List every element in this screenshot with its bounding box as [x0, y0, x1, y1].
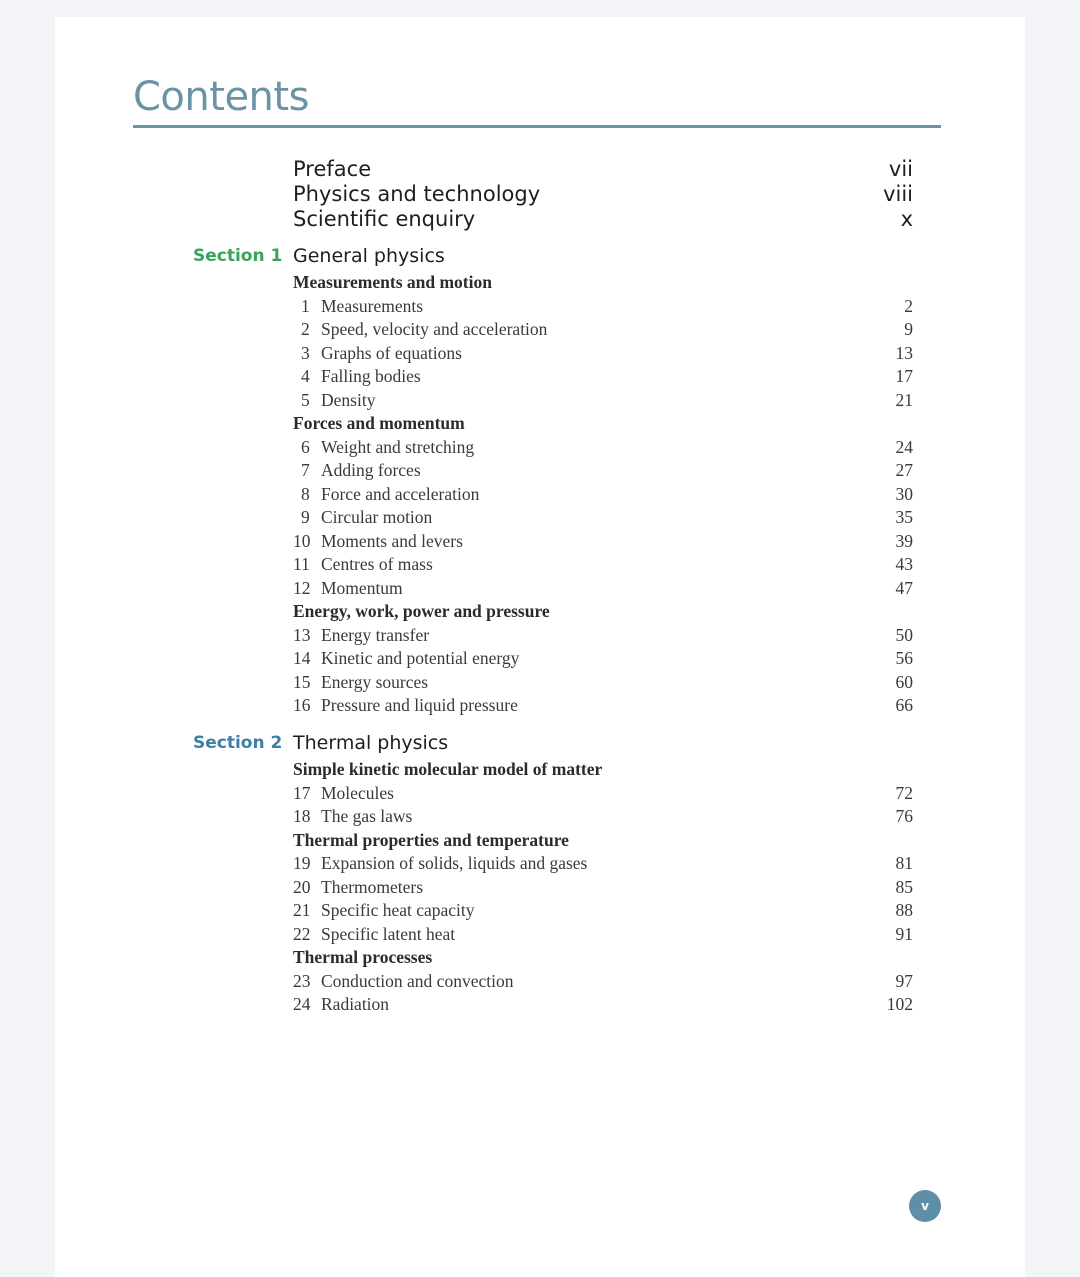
chapter-entry[interactable]	[293, 482, 913, 506]
chapter-name: Force and acceleration	[321, 483, 480, 504]
chapter-number: 8	[301, 483, 310, 504]
chapter-title	[293, 851, 587, 875]
page-number: 21	[895, 389, 913, 410]
subsection-heading	[293, 828, 913, 852]
chapter-number: 24	[293, 994, 311, 1014]
page-number: 76	[895, 806, 913, 826]
page-number: 81	[895, 853, 913, 873]
chapter-entry[interactable]	[293, 646, 913, 670]
chapter-title	[293, 969, 513, 993]
page-number: 27	[895, 460, 913, 480]
page-number: 88	[895, 900, 913, 920]
subsection-heading	[293, 757, 913, 781]
page-number: 102	[886, 994, 913, 1014]
chapter-name: Kinetic and potential energy	[321, 648, 520, 668]
chapter-name: Moments and levers	[321, 530, 463, 551]
chapter-entry[interactable]	[293, 317, 913, 341]
chapter-entry[interactable]	[293, 529, 913, 553]
subsection-heading	[293, 411, 913, 435]
section-title	[293, 731, 913, 755]
page-number: 66	[895, 695, 913, 715]
section-title-title: Thermal physics	[293, 732, 449, 754]
chapter-entry[interactable]	[293, 458, 913, 482]
section-title-title: General physics	[293, 245, 445, 267]
chapter-name: Thermometers	[321, 876, 424, 897]
chapter-entry[interactable]	[293, 364, 913, 388]
subsection-heading-title: Thermal properties and temperature	[293, 829, 569, 850]
chapter-entry[interactable]	[293, 435, 913, 459]
page-number: 30	[895, 483, 913, 504]
chapter-title	[293, 623, 429, 647]
chapter-number: 14	[293, 648, 311, 668]
chapter-title	[293, 992, 389, 1016]
chapter-name: Graphs of equations	[321, 342, 462, 363]
chapter-title	[293, 435, 474, 459]
chapter-title	[293, 875, 423, 899]
chapter-number: 9	[301, 507, 310, 527]
front-matter-item-title: Physics and technology	[293, 182, 541, 206]
chapter-name: Momentum	[321, 577, 403, 598]
page-number: 72	[895, 782, 913, 803]
front-matter-item-title: Preface	[293, 157, 372, 181]
section-title	[293, 244, 913, 268]
chapter-title	[293, 804, 412, 828]
chapter-title	[293, 922, 455, 946]
chapter-number: 1	[301, 295, 310, 316]
title-underline	[133, 125, 941, 128]
page-title: Contents	[133, 74, 309, 120]
chapter-name: Specific heat capacity	[321, 900, 475, 920]
chapter-entry[interactable]	[293, 294, 913, 318]
chapter-name: Speed, velocity and acceleration	[321, 319, 548, 339]
chapter-name: Pressure and liquid pressure	[321, 695, 518, 715]
chapter-title	[293, 505, 432, 529]
chapter-entry[interactable]	[293, 505, 913, 529]
page-number: 24	[895, 436, 913, 457]
page-number: 2	[904, 295, 913, 316]
chapter-number: 19	[293, 853, 311, 873]
chapter-name: Energy transfer	[321, 624, 430, 645]
chapter-entry[interactable]	[293, 898, 913, 922]
chapter-number: 18	[293, 806, 311, 826]
subsection-heading-title: Simple kinetic molecular model of matter	[293, 759, 603, 779]
chapter-title	[293, 646, 519, 670]
chapter-title	[293, 388, 375, 412]
chapter-number: 21	[293, 900, 311, 920]
chapter-number: 22	[293, 923, 311, 944]
scroll-down-button[interactable]	[909, 1190, 941, 1222]
chapter-number: 6	[301, 436, 310, 457]
chapter-entry[interactable]	[293, 388, 913, 412]
chapter-title	[293, 781, 394, 805]
front-matter-item-title: Scientific enquiry	[293, 207, 476, 231]
chapter-title	[293, 482, 479, 506]
chapter-entry[interactable]	[293, 623, 913, 647]
page-number: 9	[904, 319, 913, 339]
chapter-name: Energy sources	[321, 671, 429, 692]
page-number: 13	[895, 342, 913, 363]
chapter-name: Centres of mass	[321, 554, 433, 574]
chapter-name: Conduction and convection	[321, 970, 514, 991]
chapter-number: 2	[301, 319, 310, 339]
page-number: 50	[895, 624, 913, 645]
front-matter-item[interactable]	[293, 207, 913, 231]
chapter-number: 5	[301, 389, 310, 410]
chapter-number: 7	[301, 460, 310, 480]
chapter-name: Falling bodies	[321, 366, 421, 386]
chapter-entry[interactable]	[293, 781, 913, 805]
chapter-entry[interactable]	[293, 969, 913, 993]
chapter-title	[293, 552, 433, 576]
chapter-number: 23	[293, 970, 311, 991]
page-number: 47	[895, 577, 913, 598]
page-number: 91	[895, 923, 913, 944]
chapter-entry[interactable]	[293, 875, 913, 899]
chapter-title	[293, 458, 421, 482]
chevron-down-icon: v	[921, 1199, 929, 1213]
chapter-name: Density	[321, 389, 376, 410]
chapter-number: 12	[293, 577, 311, 598]
page-number: 97	[895, 970, 913, 991]
page-number: 39	[895, 530, 913, 551]
subsection-heading-title: Thermal processes	[293, 947, 433, 967]
chapter-name: Radiation	[321, 994, 390, 1014]
chapter-number: 13	[293, 624, 311, 645]
section-label: Section 2	[193, 733, 283, 753]
chapter-number: 11	[293, 554, 310, 574]
chapter-title	[293, 670, 428, 694]
chapter-name: Expansion of solids, liquids and gases	[321, 853, 588, 873]
page-number: 43	[895, 554, 913, 574]
chapter-number: 15	[293, 671, 311, 692]
chapter-entry[interactable]	[293, 341, 913, 365]
chapter-entry[interactable]	[293, 992, 913, 1016]
chapter-entry[interactable]	[293, 851, 913, 875]
chapter-entry[interactable]	[293, 670, 913, 694]
chapter-name: Adding forces	[321, 460, 421, 480]
chapter-title	[293, 294, 423, 318]
chapter-name: Specific latent heat	[321, 923, 456, 944]
chapter-name: Circular motion	[321, 507, 433, 527]
chapter-entry[interactable]	[293, 576, 913, 600]
page-number: 56	[895, 648, 913, 668]
chapter-number: 20	[293, 876, 311, 897]
chapter-title	[293, 364, 421, 388]
chapter-entry[interactable]	[293, 922, 913, 946]
subsection-heading	[293, 599, 913, 623]
subsection-heading-title: Energy, work, power and pressure	[293, 601, 550, 621]
chapter-number: 3	[301, 342, 310, 363]
chapter-number: 17	[293, 782, 311, 803]
subsection-heading-title: Forces and momentum	[293, 413, 465, 433]
subsection-heading	[293, 270, 913, 294]
chapter-name: Weight and stretching	[321, 436, 475, 457]
chapter-title	[293, 529, 463, 553]
page-number: viii	[883, 182, 913, 206]
chapter-title	[293, 898, 475, 922]
page-number: 17	[895, 366, 913, 386]
chapter-entry[interactable]	[293, 693, 913, 717]
chapter-name: Molecules	[321, 782, 394, 803]
chapter-name: The gas laws	[321, 806, 413, 826]
page-number: x	[900, 207, 913, 231]
chapter-number: 4	[301, 366, 310, 386]
chapter-title	[293, 341, 462, 365]
chapter-number: 16	[293, 695, 311, 715]
subsection-heading-title: Measurements and motion	[293, 272, 492, 292]
subsection-heading	[293, 945, 913, 969]
page-number: vii	[888, 157, 913, 181]
page-number: 85	[895, 876, 913, 897]
front-matter-item[interactable]	[293, 182, 913, 206]
chapter-entry[interactable]	[293, 804, 913, 828]
page-number: 60	[895, 671, 913, 692]
front-matter-item[interactable]	[293, 157, 913, 181]
section-label: Section 1	[193, 246, 283, 266]
chapter-number: 10	[293, 530, 311, 551]
chapter-name: Measurements	[321, 295, 424, 316]
page-number: 35	[895, 507, 913, 527]
chapter-title	[293, 693, 518, 717]
chapter-title	[293, 317, 547, 341]
chapter-entry[interactable]	[293, 552, 913, 576]
chapter-title	[293, 576, 403, 600]
